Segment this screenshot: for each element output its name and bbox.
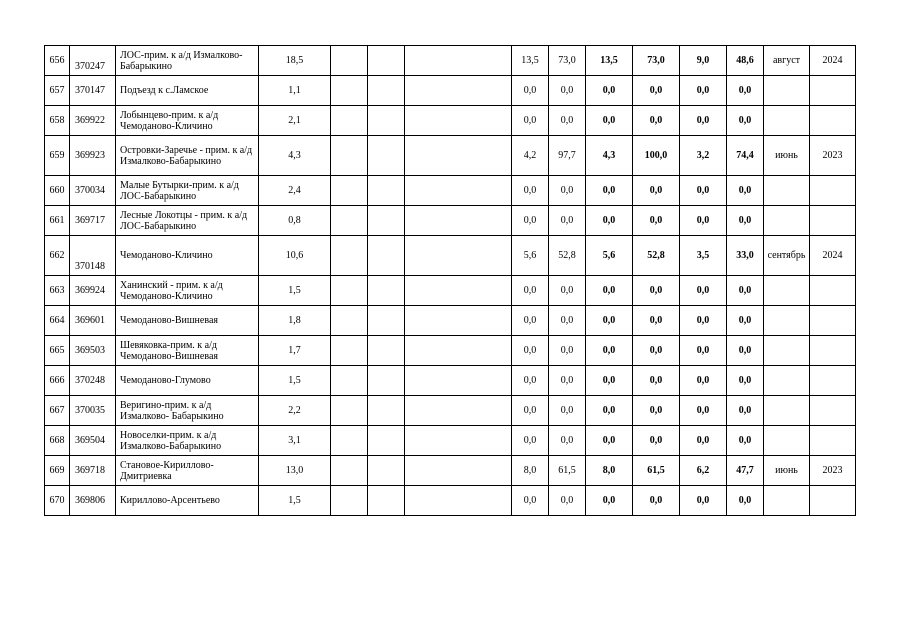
value-cell: 0,0 — [680, 336, 727, 366]
value-cell: 0,0 — [586, 336, 633, 366]
value-cell: 73,0 — [633, 46, 680, 76]
value-cell: 0,0 — [512, 306, 549, 336]
value-cell: 0,0 — [680, 276, 727, 306]
value-cell: 0,0 — [586, 426, 633, 456]
road-code-cell: 369923 — [70, 136, 116, 176]
value-cell: 0,0 — [727, 426, 764, 456]
value-cell: 0,0 — [549, 306, 586, 336]
empty-cell — [331, 106, 368, 136]
road-code-cell: 369924 — [70, 276, 116, 306]
road-length-cell: 18,5 — [259, 46, 331, 76]
road-length-cell: 0,8 — [259, 206, 331, 236]
road-length-cell: 2,2 — [259, 396, 331, 426]
month-cell — [764, 176, 810, 206]
empty-cell — [405, 456, 512, 486]
road-name-cell: Кириллово-Арсентьево — [116, 486, 259, 516]
month-cell — [764, 336, 810, 366]
value-cell: 0,0 — [549, 206, 586, 236]
value-cell: 0,0 — [512, 426, 549, 456]
table-row — [45, 396, 856, 426]
value-cell: 0,0 — [549, 336, 586, 366]
value-cell: 0,0 — [549, 106, 586, 136]
year-cell — [810, 426, 856, 456]
empty-cell — [331, 176, 368, 206]
value-cell: 97,7 — [549, 136, 586, 176]
value-cell: 0,0 — [512, 396, 549, 426]
value-cell: 0,0 — [680, 486, 727, 516]
month-cell — [764, 306, 810, 336]
empty-cell — [405, 76, 512, 106]
row-number-cell: 657 — [45, 76, 70, 106]
empty-cell — [331, 426, 368, 456]
empty-cell — [368, 336, 405, 366]
year-cell — [810, 276, 856, 306]
road-length-cell: 13,0 — [259, 456, 331, 486]
road-code-cell: 369806 — [70, 486, 116, 516]
empty-cell — [331, 46, 368, 76]
empty-cell — [368, 236, 405, 276]
value-cell: 0,0 — [549, 426, 586, 456]
value-cell: 4,3 — [586, 136, 633, 176]
empty-cell — [368, 106, 405, 136]
row-number-cell: 656 — [45, 46, 70, 76]
empty-cell — [331, 486, 368, 516]
year-cell: 2024 — [810, 46, 856, 76]
value-cell: 48,6 — [727, 46, 764, 76]
empty-cell — [368, 276, 405, 306]
table-row — [45, 426, 856, 456]
road-length-cell: 3,1 — [259, 426, 331, 456]
value-cell: 0,0 — [586, 486, 633, 516]
value-cell: 0,0 — [586, 276, 633, 306]
value-cell: 52,8 — [549, 236, 586, 276]
value-cell: 13,5 — [512, 46, 549, 76]
value-cell: 0,0 — [727, 76, 764, 106]
value-cell: 0,0 — [727, 106, 764, 136]
empty-cell — [368, 76, 405, 106]
row-number-cell: 664 — [45, 306, 70, 336]
value-cell: 0,0 — [680, 106, 727, 136]
value-cell: 0,0 — [512, 366, 549, 396]
value-cell: 0,0 — [586, 176, 633, 206]
month-cell — [764, 366, 810, 396]
value-cell: 0,0 — [586, 396, 633, 426]
value-cell: 61,5 — [633, 456, 680, 486]
value-cell: 0,0 — [549, 396, 586, 426]
value-cell: 0,0 — [727, 486, 764, 516]
value-cell: 0,0 — [512, 276, 549, 306]
year-cell — [810, 106, 856, 136]
table-row — [45, 76, 856, 106]
year-cell — [810, 76, 856, 106]
road-code-cell: 370035 — [70, 396, 116, 426]
empty-cell — [405, 206, 512, 236]
value-cell: 0,0 — [727, 306, 764, 336]
road-length-cell: 1,7 — [259, 336, 331, 366]
year-cell: 2023 — [810, 136, 856, 176]
road-length-cell: 2,1 — [259, 106, 331, 136]
month-cell: сентябрь — [764, 236, 810, 276]
road-code-cell: 369717 — [70, 206, 116, 236]
road-name-cell: Подъезд к с.Ламское — [116, 76, 259, 106]
row-number-cell: 665 — [45, 336, 70, 366]
table-row — [45, 336, 856, 366]
value-cell: 0,0 — [727, 396, 764, 426]
table-row — [45, 486, 856, 516]
value-cell: 3,5 — [680, 236, 727, 276]
road-name-cell: Лесные Локотцы - прим. к а/д ЛОС-Бабарыкино — [116, 206, 259, 236]
row-number-cell: 662 — [45, 236, 70, 276]
value-cell: 0,0 — [512, 206, 549, 236]
empty-cell — [405, 276, 512, 306]
road-length-cell: 10,6 — [259, 236, 331, 276]
road-data-table — [44, 45, 856, 516]
value-cell: 0,0 — [727, 276, 764, 306]
empty-cell — [331, 236, 368, 276]
row-number-cell: 670 — [45, 486, 70, 516]
value-cell: 0,0 — [512, 486, 549, 516]
road-name-cell: Лобынцево-прим. к а/д Чемоданово-Кличино — [116, 106, 259, 136]
value-cell: 0,0 — [727, 176, 764, 206]
table-row — [45, 236, 856, 276]
empty-cell — [405, 176, 512, 206]
empty-cell — [331, 336, 368, 366]
empty-cell — [405, 486, 512, 516]
year-cell — [810, 486, 856, 516]
empty-cell — [368, 426, 405, 456]
value-cell: 0,0 — [549, 76, 586, 106]
table-row — [45, 106, 856, 136]
year-cell — [810, 206, 856, 236]
value-cell: 0,0 — [680, 426, 727, 456]
road-length-cell: 1,5 — [259, 276, 331, 306]
road-code-cell: 370147 — [70, 76, 116, 106]
value-cell: 0,0 — [586, 306, 633, 336]
year-cell — [810, 176, 856, 206]
value-cell: 6,2 — [680, 456, 727, 486]
value-cell: 0,0 — [633, 426, 680, 456]
road-name-cell: Островки-Заречье - прим. к а/д Измалково-Бабарыкино — [116, 136, 259, 176]
year-cell — [810, 366, 856, 396]
table-row — [45, 206, 856, 236]
road-code-cell: 369718 — [70, 456, 116, 486]
month-cell — [764, 106, 810, 136]
road-length-cell: 1,5 — [259, 366, 331, 396]
empty-cell — [368, 176, 405, 206]
empty-cell — [368, 136, 405, 176]
value-cell: 0,0 — [586, 106, 633, 136]
year-cell — [810, 396, 856, 426]
value-cell: 52,8 — [633, 236, 680, 276]
value-cell: 0,0 — [512, 336, 549, 366]
table-row — [45, 456, 856, 486]
value-cell: 0,0 — [549, 176, 586, 206]
month-cell: август — [764, 46, 810, 76]
empty-cell — [405, 396, 512, 426]
empty-cell — [368, 366, 405, 396]
table-row — [45, 176, 856, 206]
value-cell: 100,0 — [633, 136, 680, 176]
value-cell: 47,7 — [727, 456, 764, 486]
empty-cell — [368, 396, 405, 426]
row-number-cell: 658 — [45, 106, 70, 136]
value-cell: 8,0 — [586, 456, 633, 486]
value-cell: 0,0 — [680, 206, 727, 236]
table-row — [45, 366, 856, 396]
value-cell: 9,0 — [680, 46, 727, 76]
value-cell: 0,0 — [727, 366, 764, 396]
empty-cell — [405, 426, 512, 456]
road-name-cell: Чемоданово-Вишневая — [116, 306, 259, 336]
road-code-cell: 369922 — [70, 106, 116, 136]
value-cell: 0,0 — [633, 206, 680, 236]
empty-cell — [405, 136, 512, 176]
road-name-cell: Ханинский - прим. к а/д Чемоданово-Кличино — [116, 276, 259, 306]
table-row — [45, 276, 856, 306]
value-cell: 0,0 — [633, 366, 680, 396]
value-cell: 0,0 — [633, 486, 680, 516]
empty-cell — [405, 306, 512, 336]
value-cell: 0,0 — [680, 396, 727, 426]
value-cell: 0,0 — [633, 306, 680, 336]
value-cell: 0,0 — [586, 206, 633, 236]
value-cell: 0,0 — [680, 76, 727, 106]
road-code-cell: 370247 — [70, 46, 116, 76]
road-name-cell: Становое-Кириллово-Дмитриевка — [116, 456, 259, 486]
empty-cell — [368, 486, 405, 516]
road-length-cell: 1,8 — [259, 306, 331, 336]
year-cell — [810, 306, 856, 336]
value-cell: 0,0 — [680, 366, 727, 396]
value-cell: 74,4 — [727, 136, 764, 176]
value-cell: 0,0 — [680, 176, 727, 206]
value-cell: 0,0 — [633, 176, 680, 206]
value-cell: 0,0 — [633, 76, 680, 106]
empty-cell — [331, 306, 368, 336]
empty-cell — [331, 206, 368, 236]
value-cell: 0,0 — [680, 306, 727, 336]
month-cell — [764, 486, 810, 516]
value-cell: 33,0 — [727, 236, 764, 276]
row-number-cell: 668 — [45, 426, 70, 456]
table-row — [45, 136, 856, 176]
empty-cell — [405, 366, 512, 396]
value-cell: 0,0 — [549, 366, 586, 396]
road-length-cell: 4,3 — [259, 136, 331, 176]
empty-cell — [331, 456, 368, 486]
empty-cell — [331, 76, 368, 106]
empty-cell — [368, 206, 405, 236]
value-cell: 0,0 — [586, 366, 633, 396]
road-length-cell: 2,4 — [259, 176, 331, 206]
month-cell — [764, 276, 810, 306]
empty-cell — [331, 136, 368, 176]
road-code-cell: 370148 — [70, 236, 116, 276]
row-number-cell: 659 — [45, 136, 70, 176]
empty-cell — [405, 336, 512, 366]
road-code-cell: 370248 — [70, 366, 116, 396]
empty-cell — [331, 276, 368, 306]
month-cell: июнь — [764, 136, 810, 176]
road-code-cell: 369601 — [70, 306, 116, 336]
empty-cell — [368, 306, 405, 336]
row-number-cell: 663 — [45, 276, 70, 306]
value-cell: 61,5 — [549, 456, 586, 486]
value-cell: 0,0 — [727, 206, 764, 236]
year-cell: 2024 — [810, 236, 856, 276]
road-code-cell: 369503 — [70, 336, 116, 366]
empty-cell — [405, 106, 512, 136]
row-number-cell: 666 — [45, 366, 70, 396]
month-cell: июнь — [764, 456, 810, 486]
value-cell: 5,6 — [512, 236, 549, 276]
road-name-cell: ЛОС-прим. к а/д Измалково-Бабарыкино — [116, 46, 259, 76]
value-cell: 13,5 — [586, 46, 633, 76]
road-name-cell: Малые Бутырки-прим. к а/д ЛОС-Бабарыкино — [116, 176, 259, 206]
value-cell: 0,0 — [586, 76, 633, 106]
value-cell: 0,0 — [549, 276, 586, 306]
year-cell — [810, 336, 856, 366]
row-number-cell: 669 — [45, 456, 70, 486]
value-cell: 8,0 — [512, 456, 549, 486]
road-name-cell: Шевяковка-прим. к а/д Чемоданово-Вишневая — [116, 336, 259, 366]
value-cell: 0,0 — [512, 106, 549, 136]
value-cell: 73,0 — [549, 46, 586, 76]
value-cell: 4,2 — [512, 136, 549, 176]
empty-cell — [368, 456, 405, 486]
empty-cell — [368, 46, 405, 76]
year-cell: 2023 — [810, 456, 856, 486]
table-row — [45, 46, 856, 76]
value-cell: 3,2 — [680, 136, 727, 176]
road-name-cell: Чемоданово-Глумово — [116, 366, 259, 396]
value-cell: 0,0 — [549, 486, 586, 516]
empty-cell — [405, 46, 512, 76]
road-length-cell: 1,5 — [259, 486, 331, 516]
road-code-cell: 370034 — [70, 176, 116, 206]
value-cell: 0,0 — [633, 336, 680, 366]
row-number-cell: 661 — [45, 206, 70, 236]
empty-cell — [331, 396, 368, 426]
value-cell: 5,6 — [586, 236, 633, 276]
road-name-cell: Веригино-прим. к а/д Измалково- Бабарыкино — [116, 396, 259, 426]
month-cell — [764, 426, 810, 456]
row-number-cell: 660 — [45, 176, 70, 206]
road-length-cell: 1,1 — [259, 76, 331, 106]
month-cell — [764, 76, 810, 106]
value-cell: 0,0 — [512, 76, 549, 106]
empty-cell — [405, 236, 512, 276]
value-cell: 0,0 — [633, 276, 680, 306]
table-row — [45, 306, 856, 336]
month-cell — [764, 396, 810, 426]
value-cell: 0,0 — [633, 106, 680, 136]
row-number-cell: 667 — [45, 396, 70, 426]
value-cell: 0,0 — [512, 176, 549, 206]
road-code-cell: 369504 — [70, 426, 116, 456]
value-cell: 0,0 — [633, 396, 680, 426]
road-name-cell: Чемоданово-Кличино — [116, 236, 259, 276]
empty-cell — [331, 366, 368, 396]
road-name-cell: Новоселки-прим. к а/д Измалково-Бабарыкино — [116, 426, 259, 456]
month-cell — [764, 206, 810, 236]
value-cell: 0,0 — [727, 336, 764, 366]
